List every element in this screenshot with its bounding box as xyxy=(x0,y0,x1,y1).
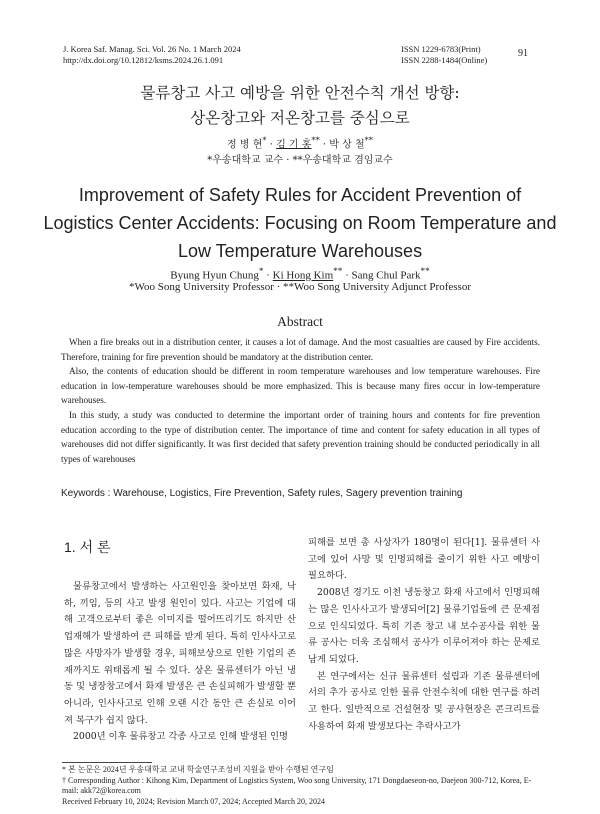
issn-print: ISSN 1229-6783(Print) xyxy=(401,44,481,54)
issn-online: ISSN 2288-1484(Online) xyxy=(401,55,488,65)
footnote-funding: * 본 논문은 2024년 우송대학교 교내 학술연구조성비 지원을 받아 수행된 연구임 xyxy=(62,765,334,774)
doi-link[interactable]: http://dx.doi.org/10.12812/ksms.2024.26.1.091 xyxy=(63,55,224,65)
english-title-line3: Low Temperature Warehouses xyxy=(177,241,423,261)
body-column-left xyxy=(64,535,296,746)
keywords-label: Keywords : xyxy=(61,488,114,499)
journal-citation: J. Korea Saf. Manag. Sci. Vol. 26 No. 1 March 2024 xyxy=(63,44,241,54)
english-author-3: Sang Chul Park xyxy=(351,269,421,282)
english-author-2: Ki Hong Kim xyxy=(272,269,334,282)
body-paragraph: 피해를 보면 총 사상자가 180명이 된다[1]. 물류센터 사고에 있어 사망 및 인명피해를 줄이기 위한 사고 예방이 필요하다. xyxy=(308,537,540,582)
footnote-divider xyxy=(62,762,152,763)
abstract-heading: Abstract xyxy=(277,314,323,329)
body-paragraph: 2000년 이후 물류창고 각종 사고로 인해 발생된 인명 xyxy=(73,731,288,743)
korean-authors: 정 병 현* · 김 기 홍** · 박 상 철** xyxy=(227,135,373,151)
korean-author-1: 정 병 현 xyxy=(227,139,263,151)
korean-title-line1: 물류창고 사고 예방을 위한 안전수칙 개선 방향: xyxy=(140,84,460,102)
footnotes xyxy=(62,765,544,808)
english-authors: Byung Hyun Chung* · Ki Hong Kim** · Sang Chul Park** xyxy=(170,266,430,282)
english-affiliation: *Woo Song University Professor · **Woo Song University Adjunct Professor xyxy=(129,281,471,293)
keywords xyxy=(61,488,463,499)
body-paragraph: 본 연구에서는 신규 물류센터 설립과 기존 물류센터에서의 추가 공사로 인한 물류 안전수칙에 대한 연구를 하려고 한다. 일반적으로 건설현장 및 공사현장은 콘크리트를 사용하여 화재 발생보다는 추락사고가 xyxy=(308,670,540,732)
running-header-left xyxy=(63,44,241,66)
body-paragraph: 물류창고에서 발생하는 사고원인을 찾아보면 화재, 낙하, 끼임, 등의 사고 발생 원인이 있다. 사고는 기업에 대해 고객으로부터 좋은 이미지를 떨어뜨리기도 하지만 산업재해가 발생하여 큰 피해를 받게 된다. 특히 인사사고로 많은 사망자가 발생할 경우, 피해보상으로 인한 기업의 존재까지도 위태롭게 될 수 있다. 상온 물류센터가 아닌 냉동 및 냉장창고에서 화재 발생은 큰 손실피해가 발생할 뿐 아니라, 인사사고로 인해 오랜 시간 동안 큰 손실로 이어져 복구가 쉽지 않다. xyxy=(64,581,296,726)
korean-title-line2: 상온창고와 저온창고를 중심으로 xyxy=(190,109,410,127)
abstract-paragraph-2: Also, the contents of education should be different in room temperature warehouses and low temperature warehouses. Fire education in low-temperature warehouses should be more emphasized. This is because many fires occur in low-temperature warehouses. xyxy=(61,366,540,406)
footnote-corresponding-author: † Corresponding Author : Kihong Kim, Department of Logistics System, Woo song University, 171 Dongdaeseon-no, Daejeon 300-712, Korea, E-mail: akk72@korea.com xyxy=(62,775,532,796)
keywords-list: Warehouse, Logistics, Fire Prevention, Safety rules, Sagery prevention training xyxy=(113,488,463,499)
korean-affiliation: *우송대학교 교수 · **우송대학교 겸임교수 xyxy=(207,155,393,166)
page-number: 91 xyxy=(518,48,528,59)
abstract-body xyxy=(61,335,540,466)
body-paragraph: 2008년 경기도 이천 냉동창고 화재 사고에서 인명피해는 많은 인사사고가 발생되어[2] 물류기업들에 큰 문제점으로 인식되었다. 특히 기존 창고 내 보수공사를 위한 물류 공사는 더욱 조심해서 공사가 이루어져야 하는 문제로 남게 되었다. xyxy=(308,587,540,665)
english-title-line1: Improvement of Safety Rules for Accident Prevention of xyxy=(78,185,522,205)
abstract-paragraph-1: When a fire breaks out in a distribution center, it causes a lot of damage. And the most casualties are caused by Fire accidents. Therefore, training for fire prevention should be mandatory at the distribution center. xyxy=(61,337,540,362)
english-title xyxy=(0,181,600,265)
korean-author-2: 김 기 홍 xyxy=(276,139,312,151)
english-author-1: Byung Hyun Chung xyxy=(170,269,259,282)
footnote-received-dates: Received February 10, 2024; Revision March 07, 2024; Accepted March 20, 2024 xyxy=(62,797,326,807)
section-heading: 1. 서 론 xyxy=(64,539,111,555)
running-header-right xyxy=(401,44,487,66)
korean-title xyxy=(0,81,600,131)
abstract-paragraph-3: In this study, a study was conducted to determine the important order of training hours and contents for fire prevention education according to the type of distribution center. The importance of time and content for safety education in all types of warehouses did not differ significantly. It was first decided that safety prevention training should be conducted periodically in all types of warehouses xyxy=(61,409,540,464)
body-column-right xyxy=(308,535,540,735)
english-title-line2: Logistics Center Accidents: Focusing on Room Temperature and xyxy=(43,213,557,233)
korean-author-3: 박 상 철 xyxy=(329,139,365,151)
